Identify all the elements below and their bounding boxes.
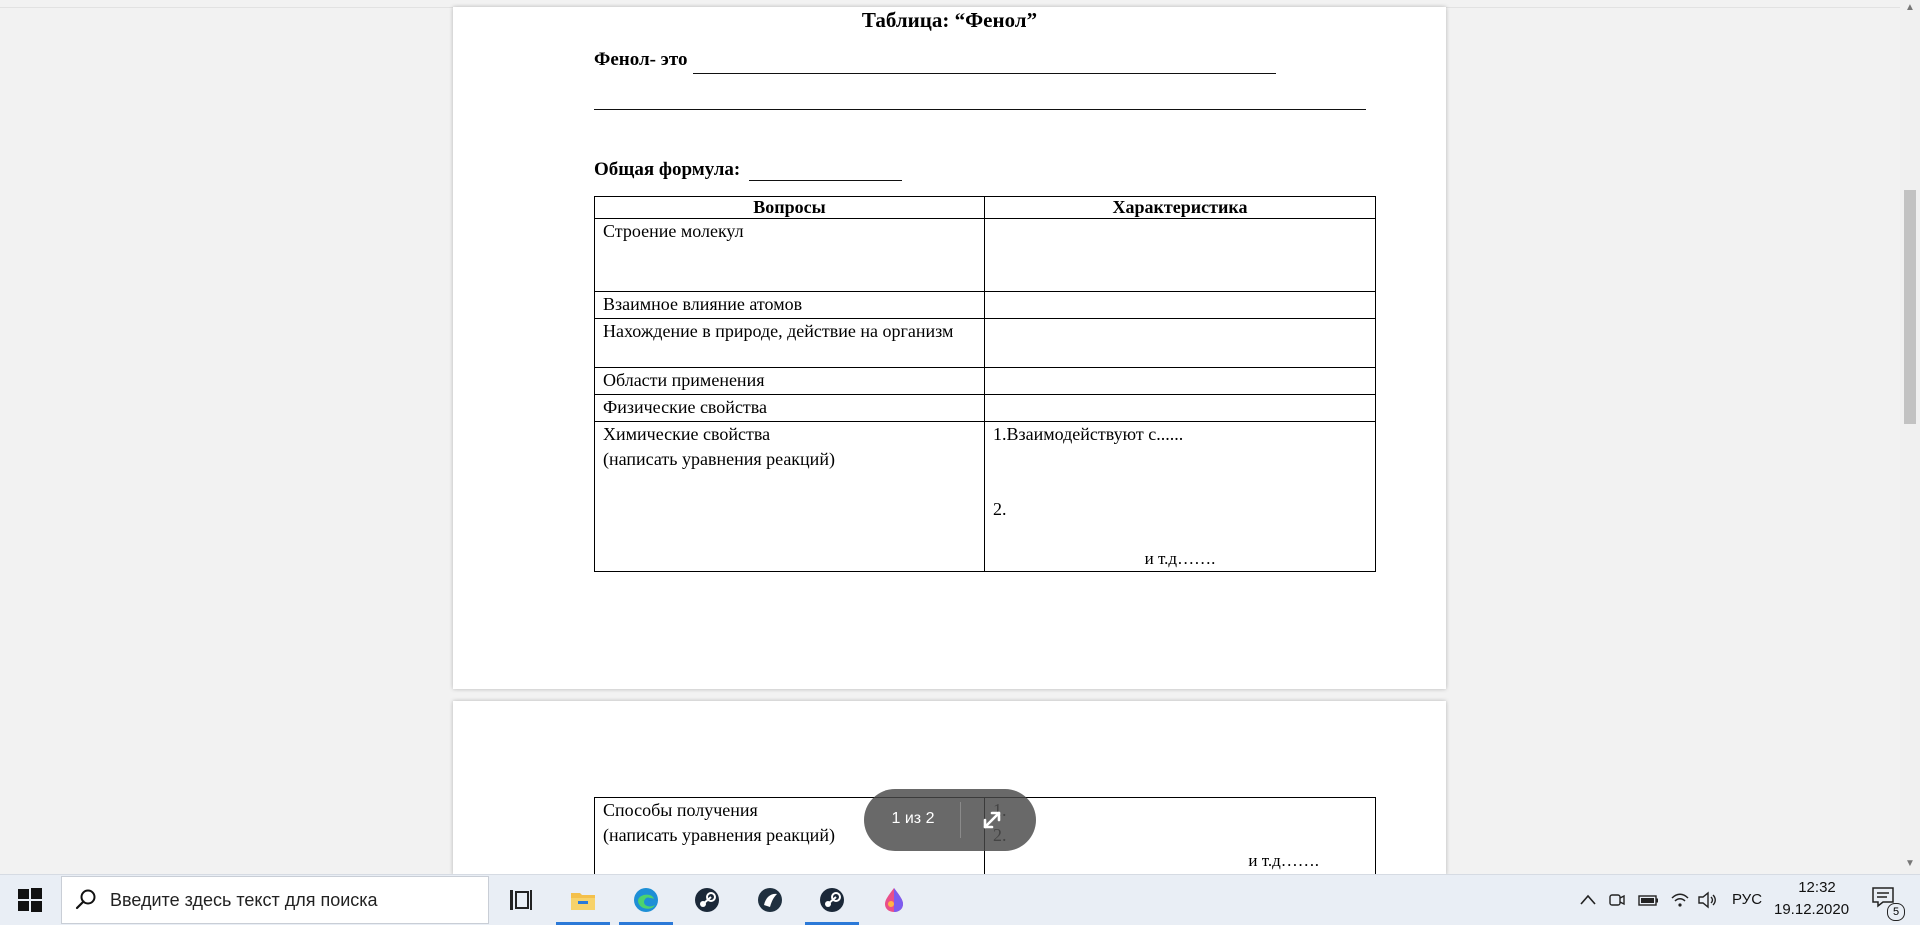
question-cell: Строение молекул bbox=[595, 219, 985, 292]
clock-date[interactable]: 19.12.2020 bbox=[1774, 901, 1850, 918]
search-placeholder: Введите здесь текст для поиска bbox=[110, 890, 378, 910]
question-cell: Физические свойства bbox=[595, 395, 985, 422]
app-icon bbox=[756, 886, 784, 914]
table-row bbox=[595, 422, 1376, 572]
document-title: Таблица: “Фенол” bbox=[861, 8, 1038, 32]
answer-cell bbox=[985, 422, 1376, 572]
answer-line bbox=[993, 798, 1367, 823]
answer-line bbox=[993, 823, 1367, 848]
answer-cell bbox=[985, 219, 1376, 292]
question-cell bbox=[595, 422, 985, 572]
answer-line: и т.д……. bbox=[1248, 851, 1319, 870]
table-row bbox=[595, 319, 1376, 368]
answer-cell bbox=[985, 395, 1376, 422]
wifi-icon[interactable] bbox=[1670, 890, 1690, 910]
answer-line: 2. bbox=[993, 499, 1007, 519]
answer-line: 1.Взаимодействуют с...... bbox=[993, 424, 1184, 444]
question-cell: Нахождение в природе, действие на организм bbox=[595, 319, 985, 368]
document-page-1 bbox=[453, 7, 1446, 689]
steam-icon bbox=[818, 886, 846, 914]
page-navigation-pill bbox=[864, 789, 1036, 851]
scrollbar-thumb[interactable] bbox=[1904, 190, 1916, 424]
formula-label: Общая формула: bbox=[594, 159, 741, 180]
task-view-button[interactable] bbox=[490, 875, 550, 925]
edge-button[interactable] bbox=[616, 875, 676, 925]
page-indicator: 1 из 2 bbox=[891, 810, 935, 827]
start-button[interactable] bbox=[0, 875, 60, 925]
windows-taskbar bbox=[0, 874, 1920, 925]
table-row bbox=[595, 292, 1376, 319]
clock-time[interactable]: 12:32 bbox=[1798, 879, 1836, 896]
question-cell: Области применения bbox=[595, 368, 985, 395]
action-center-button[interactable] bbox=[1870, 885, 1910, 919]
file-explorer-icon bbox=[569, 886, 597, 914]
scroll-up-arrow[interactable]: ▲ bbox=[1905, 2, 1915, 13]
vertical-scrollbar[interactable] bbox=[1900, 0, 1920, 874]
table-row bbox=[595, 368, 1376, 395]
notification-badge: 5 bbox=[1887, 903, 1905, 921]
definition-blank-line bbox=[693, 73, 1276, 74]
paint-icon bbox=[880, 886, 908, 914]
file-explorer-button[interactable] bbox=[553, 875, 613, 925]
paint-button[interactable] bbox=[864, 875, 924, 925]
answer-cell bbox=[985, 292, 1376, 319]
answer-cell bbox=[985, 319, 1376, 368]
task-view-icon bbox=[506, 886, 534, 914]
fullscreen-button[interactable] bbox=[974, 802, 1010, 838]
formula-blank-line bbox=[749, 180, 902, 181]
edge-icon bbox=[632, 886, 660, 914]
question-line: Химические свойства bbox=[603, 424, 771, 444]
table-row bbox=[595, 219, 1376, 292]
question-line: Способы получения bbox=[603, 800, 758, 820]
question-line: (написать уравнения реакций) bbox=[603, 449, 835, 469]
taskbar-search-box[interactable] bbox=[61, 876, 489, 924]
definition-label: Фенол- это bbox=[594, 49, 688, 70]
table-header-questions: Вопросы bbox=[595, 197, 985, 219]
volume-icon[interactable] bbox=[1697, 890, 1719, 910]
chevron-up-icon[interactable] bbox=[1579, 892, 1597, 908]
answer-cell bbox=[985, 368, 1376, 395]
answer-line: и т.д……. bbox=[1144, 549, 1216, 568]
expand-icon bbox=[974, 802, 1010, 838]
meet-now-icon[interactable] bbox=[1608, 890, 1626, 910]
pill-divider bbox=[960, 802, 961, 838]
phenol-table bbox=[594, 196, 1376, 572]
steam-icon bbox=[693, 886, 721, 914]
battery-icon[interactable] bbox=[1638, 890, 1660, 910]
question-cell: Взаимное влияние атомов bbox=[595, 292, 985, 319]
table-row bbox=[595, 395, 1376, 422]
search-icon bbox=[74, 888, 98, 912]
scroll-down-arrow[interactable]: ▼ bbox=[1905, 858, 1915, 869]
steam-button-2[interactable] bbox=[802, 875, 862, 925]
windows-logo-icon bbox=[16, 886, 44, 914]
question-line: (написать уравнения реакций) bbox=[603, 825, 835, 845]
definition-blank-line-2 bbox=[594, 109, 1366, 110]
steam-button[interactable] bbox=[677, 875, 737, 925]
input-language[interactable]: РУС bbox=[1732, 891, 1763, 908]
app-button[interactable] bbox=[740, 875, 800, 925]
table-header-characteristics: Характеристика bbox=[985, 197, 1376, 219]
